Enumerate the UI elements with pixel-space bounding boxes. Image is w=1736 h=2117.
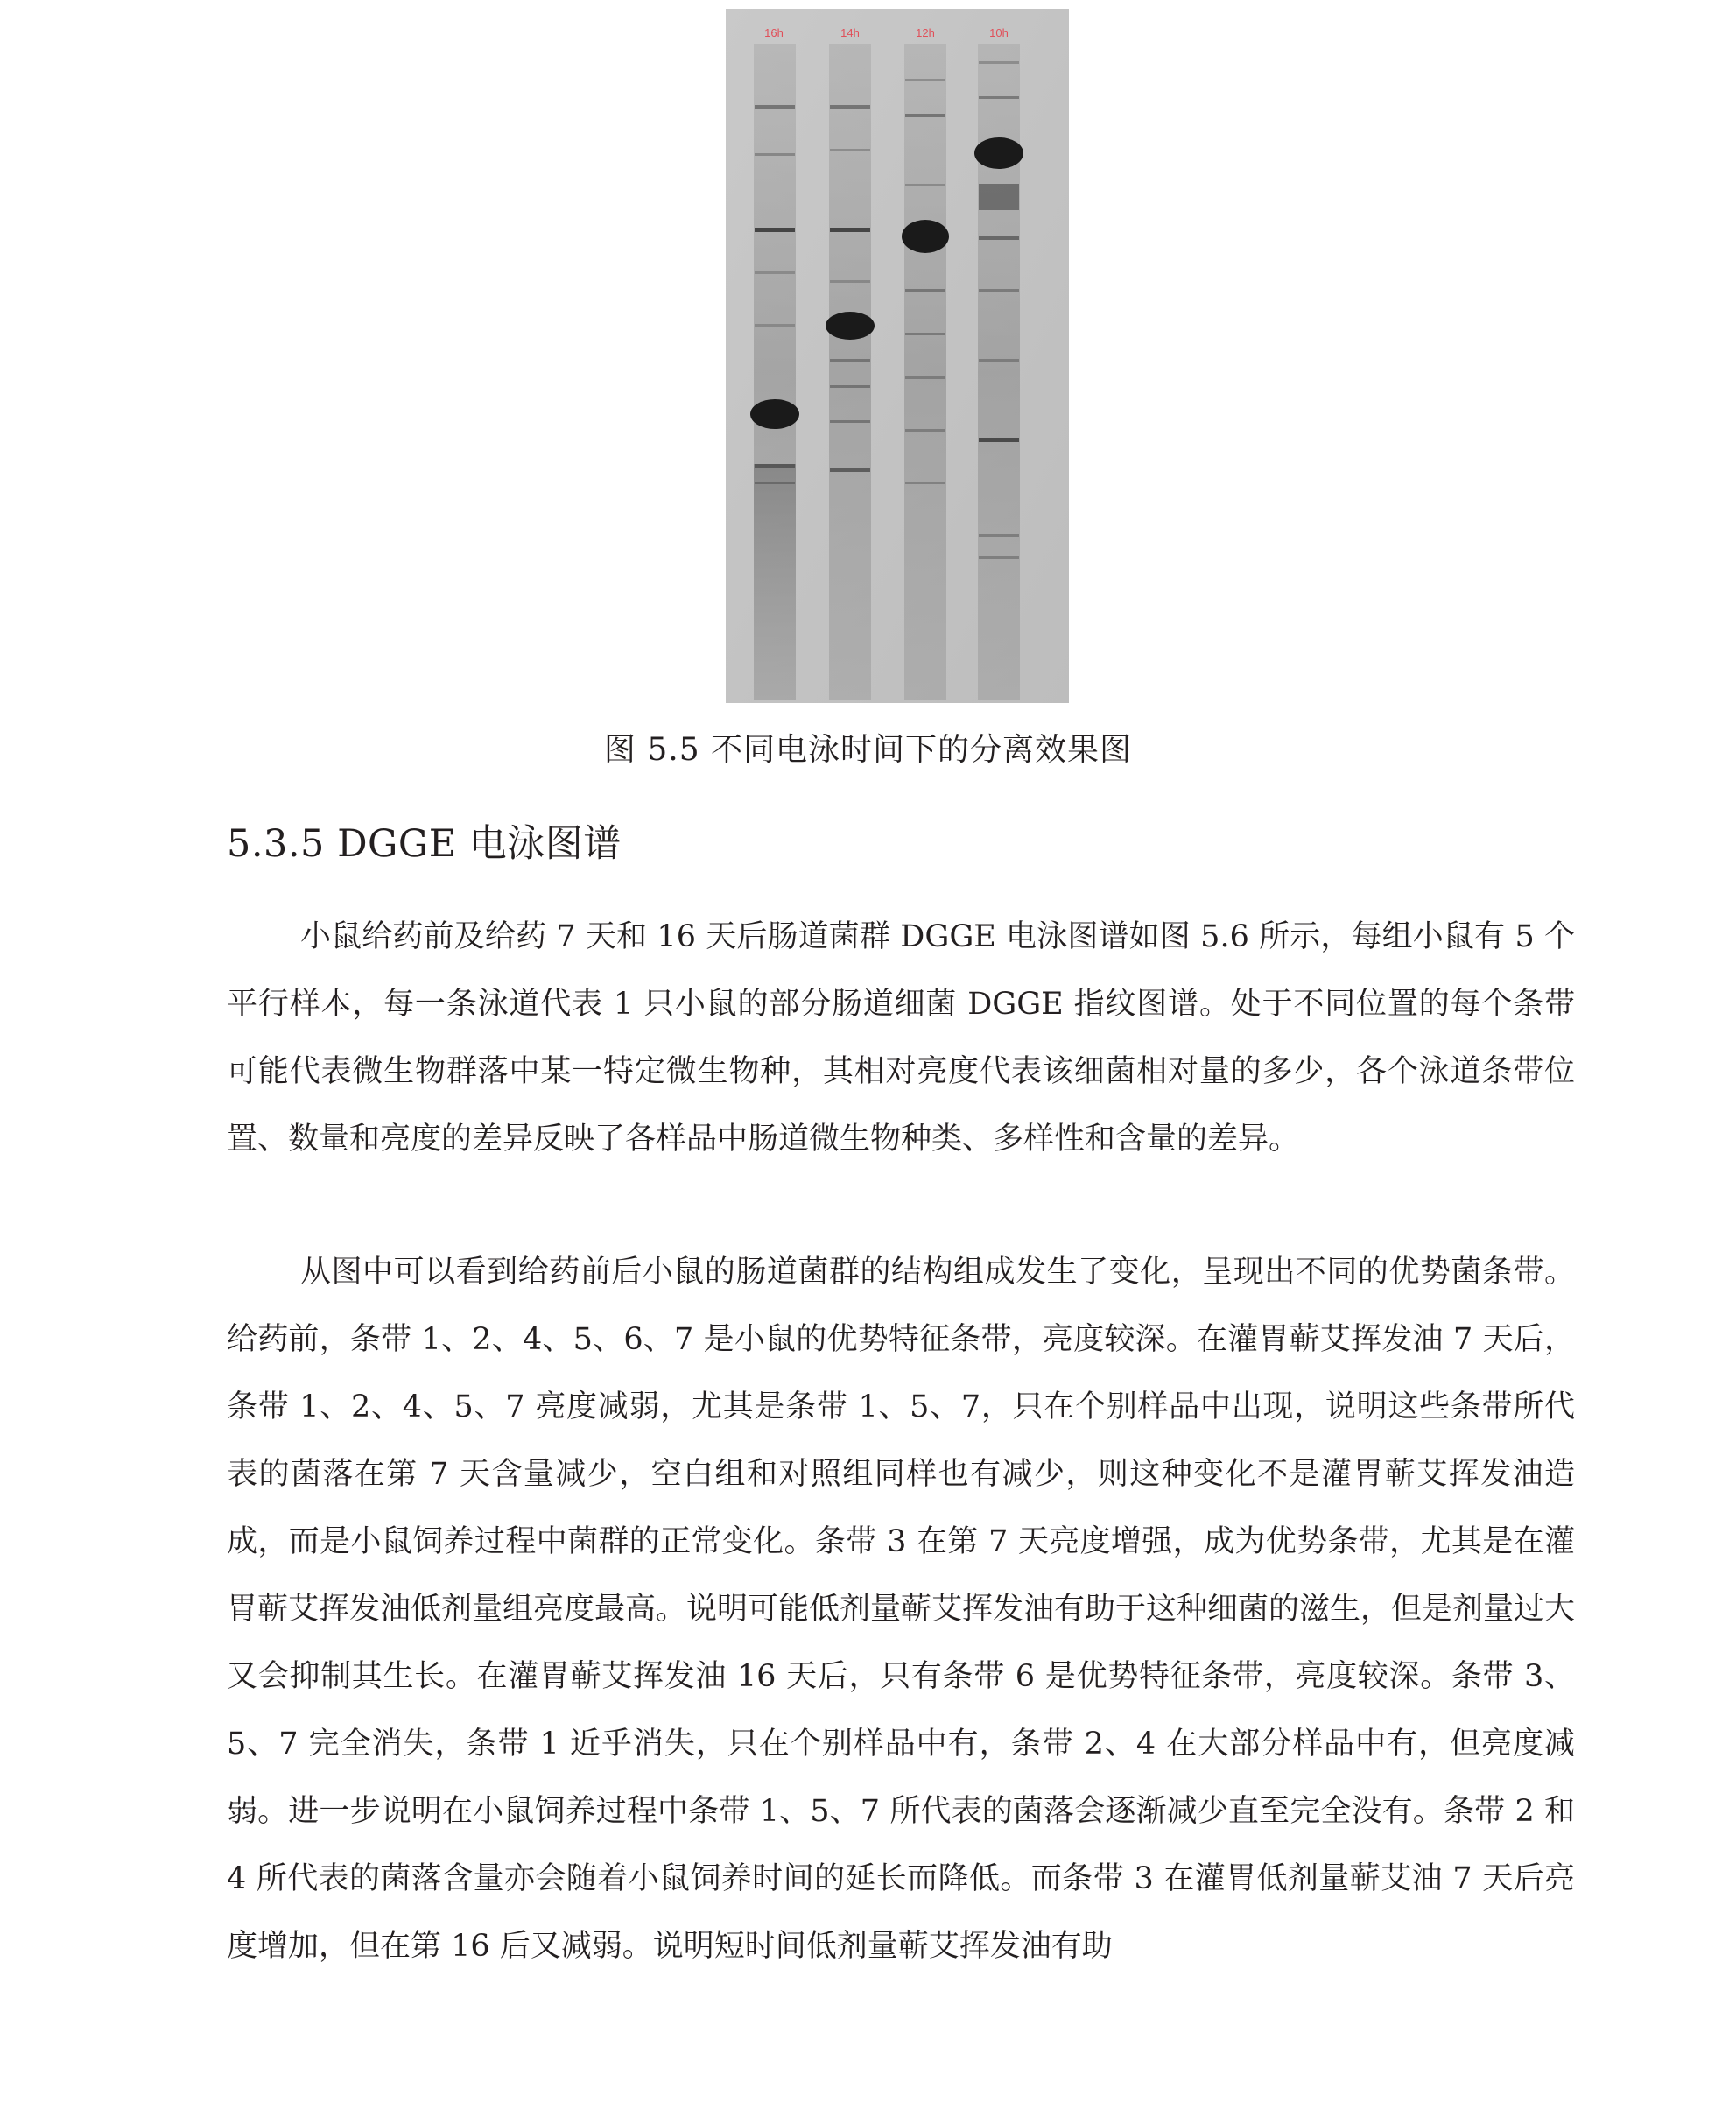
lane-label-14h: 14h [840,26,860,39]
paragraph: 从图中可以看到给药前后小鼠的肠道菌群的结构组成发生了变化，呈现出不同的优势菌条带。给药前，条带 1、2、4、5、6、7 是小鼠的优势特征条带，亮度较深。在灌胃蕲艾挥发油 7 天后，条带 1、2、4、5、7 亮度减弱，尤其是条带 1、5、7，只在个别样品中出现，说明这些条带所代表的菌落在第 7 天含量减少，空白组和对照组同样也有减少，则这种变化不是灌胃蕲艾挥发油造成，而是小鼠饲养过程中菌群的正常变化。条带 3 在第 7 天亮度增强，成为优势条带，尤其是在灌胃蕲艾挥发油低剂量组亮度最高。说明可能低剂量蕲艾挥发油有助于这种细菌的滋生，但是剂量过大又会抑制其生长。在灌胃蕲艾挥发油 16 天后，只有条带 6 是优势特征条带，亮度较深。条带 3、5、7 完全消失，条带 1 近乎消失，只在个别样品中有，条带 2、4 在大部分样品中有，但亮度减弱。进一步说明在小鼠饲养过程中条带 1、5、7 所代表的菌落会逐渐减少直至完全没有。条带 2 和 4 所代表的菌落含量亦会随着小鼠饲养时间的延长而降低。而条带 3 在灌胃低剂量蕲艾油 7 天后亮度增加，但在第 16 后又减弱。说明短时间低剂量蕲艾挥发油有助 [227,1255,1576,1964]
section-heading: 5.3.5 DGGE 电泳图谱 [227,822,622,866]
gel-lane-12h [902,44,949,700]
dominant-band [974,137,1023,169]
dominant-band [750,399,799,429]
figure-caption: 图 5.5 不同电泳时间下的分离效果图 [603,732,1133,768]
lane-label-10h: 10h [989,26,1009,39]
lane-label-16h: 16h [764,26,784,39]
gel-lane-10h [974,44,1023,700]
gel-lane-16h [750,44,799,700]
dominant-band [826,312,875,340]
dominant-band [902,220,949,253]
dgge-gel-image [726,9,1069,703]
lane-label-12h: 12h [916,26,935,39]
gel-lane-14h [826,44,875,700]
paragraph: 小鼠给药前及给药 7 天和 16 天后肠道菌群 DGGE 电泳图谱如图 5.6 所示，每组小鼠有 5 个平行样本，每一条泳道代表 1 只小鼠的部分肠道细菌 DGGE 指纹图谱。处于不同位置的每个条带可能代表微生物群落中某一特定微生物种，其相对亮度代表该细菌相对量的多少，各个泳道条带位置、数量和亮度的差异反映了各样品中肠道微生物种类、多样性和含量的差异。 [227,919,1575,1157]
